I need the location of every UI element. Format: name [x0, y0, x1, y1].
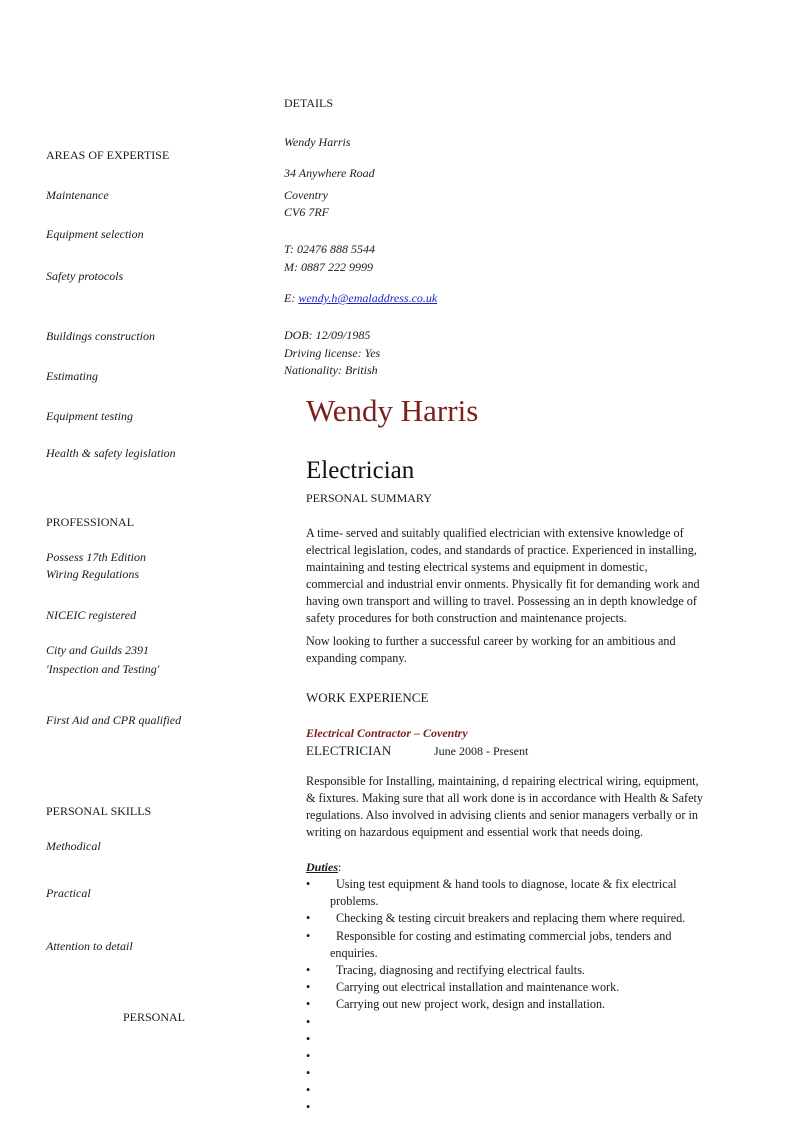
expertise-item: Equipment testing [46, 409, 133, 423]
bullet: • [306, 911, 311, 926]
professional-item: Wiring Regulations [46, 567, 139, 581]
professional-item: City and Guilds 2391 [46, 643, 150, 657]
job-title: Electrician [306, 457, 415, 484]
bullet: • [306, 1014, 311, 1029]
empty-bullet [306, 1031, 746, 1048]
expertise-item: Maintenance [46, 188, 109, 202]
skill-item: Methodical [46, 839, 101, 853]
email-link[interactable]: wendy.h@emaladdress.co.uk [298, 291, 438, 305]
duties-label: Duties [306, 860, 339, 874]
duties-label-row [306, 860, 341, 875]
details-city: Coventry [284, 188, 328, 202]
duties-colon: : [338, 860, 342, 874]
duty-item: • Tracing, diagnosing and rectifying electrical faults. [306, 962, 746, 979]
bullet: • [306, 997, 311, 1012]
duties-list [306, 876, 746, 1117]
job-employer: Electrical Contractor – Coventry [306, 726, 468, 740]
duty-item-continued: problems. [330, 894, 379, 909]
professional-heading: PROFESSIONAL [46, 515, 135, 529]
bullet: • [306, 877, 311, 891]
expertise-item: Buildings construction [46, 329, 155, 343]
details-heading: DETAILS [284, 96, 334, 110]
duty-item-continued: enquiries. [330, 945, 378, 960]
work-heading: WORK EXPERIENCE [306, 690, 429, 705]
details-phone-m: M: 0887 222 9999 [284, 260, 373, 274]
duty-item: • Responsible for costing and estimating commercial jobs, tenders and [306, 928, 746, 945]
job-desc-line: regulations. Also involved in advising clients and senior managers verbally or in [306, 808, 698, 822]
professional-item: 'Inspection and Testing' [46, 662, 160, 676]
bullet: • [306, 1048, 311, 1063]
expertise-heading: AREAS OF EXPERTISE [46, 148, 170, 162]
details-name: Wendy Harris [284, 135, 351, 149]
summary-line: A time- served and suitably qualified electrician with extensive knowledge of [306, 526, 684, 540]
bullet: • [306, 1083, 311, 1098]
job-desc-line: & fixtures. Making sure that all work done is in accordance with Health & Safety [306, 791, 703, 805]
summary-line: maintaining and testing electrical systems and equipment in domestic, [306, 560, 648, 574]
expertise-item: Equipment selection [46, 227, 144, 241]
duty-item: • Carrying out electrical installation and maintenance work. [306, 979, 746, 996]
details-postcode: CV6 7RF [284, 205, 329, 219]
email-label: E: [284, 291, 299, 305]
empty-bullet [306, 1014, 746, 1031]
empty-bullet [306, 1082, 746, 1099]
skill-item: Practical [46, 886, 91, 900]
summary-line: Now looking to further a successful career by working for an ambitious and [306, 634, 676, 648]
details-address: 34 Anywhere Road [284, 166, 375, 180]
bullet: • [306, 980, 311, 995]
details-license: Driving license: Yes [284, 346, 381, 360]
skill-item: Attention to detail [46, 939, 133, 953]
skills-heading: PERSONAL SKILLS [46, 804, 152, 818]
professional-item: NICEIC registered [46, 608, 137, 622]
professional-item: First Aid and CPR qualified [46, 713, 182, 727]
expertise-item: Safety protocols [46, 269, 124, 283]
summary-line: safety procedures for both construction and maintenance projects. [306, 611, 627, 625]
duty-item: • Checking & testing circuit breakers and replacing them where required. [306, 910, 746, 927]
summary-paragraph [306, 525, 746, 627]
details-email-row [284, 291, 437, 306]
expertise-item: Estimating [46, 369, 99, 383]
job-dates: June 2008 - Present [434, 744, 529, 758]
empty-bullet [306, 1065, 746, 1082]
summary-line: electrical legislation, codes, and standards of practice. Experienced in installing, [306, 543, 697, 557]
job-desc-line: writing on hazardous equipment and essential work that needs doing. [306, 825, 644, 839]
duty-item: • Carrying out new project work, design and installation. [306, 996, 746, 1013]
job-description [306, 773, 746, 841]
bullet: • [306, 1031, 311, 1046]
details-phone-t: T: 02476 888 5544 [284, 242, 376, 256]
expertise-item: Health & safety legislation [46, 446, 176, 460]
bullet: • [306, 1066, 311, 1081]
details-nationality: Nationality: British [284, 363, 378, 377]
bullet: • [306, 928, 311, 943]
candidate-name: Wendy Harris [306, 393, 479, 428]
bullet: • [306, 1100, 311, 1115]
summary-line: having own transport and willing to travel. Possessing an in depth knowledge of [306, 594, 697, 608]
summary-line: commercial and industrial envir onments. Physically fit for demanding work and [306, 577, 700, 591]
duty-item: • Using test equipment & hand tools to diagnose, locate & fix electrical [306, 876, 746, 893]
job-desc-line: Responsible for Installing, maintaining, d repairing electrical wiring, equipment, [306, 774, 699, 788]
job-role: ELECTRICIAN [306, 743, 392, 758]
summary-line: expanding company. [306, 651, 407, 665]
empty-bullet [306, 1099, 746, 1116]
summary-paragraph-2 [306, 633, 746, 667]
personal-heading: PERSONAL [123, 1010, 186, 1024]
empty-bullet [306, 1048, 746, 1065]
details-dob: DOB: 12/09/1985 [284, 328, 371, 342]
bullet: • [306, 962, 311, 977]
summary-heading: PERSONAL SUMMARY [306, 491, 432, 505]
professional-item: Possess 17th Edition [46, 550, 147, 564]
